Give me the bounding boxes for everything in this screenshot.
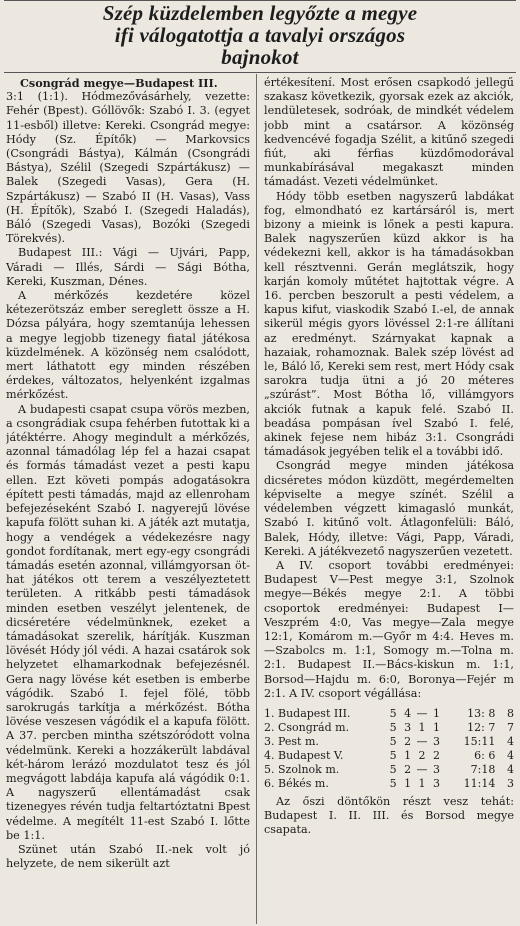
- losses: 3: [432, 762, 440, 776]
- draws: —: [416, 706, 428, 720]
- draws: 2: [418, 748, 426, 762]
- team-name: 5. Szolnok m.: [264, 762, 340, 776]
- played: 5: [389, 706, 397, 720]
- losses: 2: [432, 748, 440, 762]
- paragraph: Budapest III.: Vági — Ujvári, Papp, Váradi — Illés, Sárdi — Sági Bótha, Kereki, Kuszman, Dénes.: [6, 246, 250, 288]
- team-name: 4. Budapest V.: [264, 748, 344, 762]
- losses: 3: [432, 734, 440, 748]
- played: 5: [389, 734, 397, 748]
- losses: 1: [432, 720, 440, 734]
- paragraph: A mérkőzés kezdetére közel kétezerötszáz ember sereglett össze a H. Dózsa pályára, hogy szemtanúja lehessen a megye legjobb tizenegy fiatal játékosa küzdelmének. A közönség nem csalódott, mert láthatott egy minden részében érdekes, változatos, helyenként izgalmas mérkőzést.: [6, 289, 250, 402]
- team-name: 3. Pest m.: [264, 734, 319, 748]
- paragraph: Szünet után Szabó II.-nek volt jó helyzete, de nem sikerült azt: [6, 842, 250, 871]
- headline-line-2: ifi válogatottja a tavalyi országos: [114, 23, 406, 47]
- goals: 6: 6: [474, 748, 496, 762]
- points: 4: [507, 734, 514, 748]
- table-row: [264, 707, 514, 721]
- left-column: [6, 76, 250, 924]
- draws: 1: [418, 720, 426, 734]
- match-lead: Csongrád megye—Budapest III.: [20, 76, 218, 90]
- table-row: [264, 721, 514, 735]
- wins: 1: [404, 776, 412, 790]
- team-name: 1. Budapest III.: [264, 706, 351, 720]
- team-name: 6. Békés m.: [264, 776, 329, 790]
- wins: 2: [404, 762, 412, 776]
- goals: 12: 7: [467, 720, 496, 734]
- played: 5: [389, 720, 397, 734]
- points: 8: [507, 706, 514, 720]
- goals: 13: 8: [467, 706, 496, 720]
- losses: 1: [432, 706, 440, 720]
- table-row: [264, 763, 514, 777]
- paragraph: A budapesti csapat csupa vörös mezben, a csongrádiak csupa fehérben futottak ki a játéktérre. Ahogy megindult a mérkőzés, azonnal támadólag lép fel a hazai csapat és formás támadást vezet a pesti kapu ellen. Ezt követi pompás adogatásokra épített pesti támadás, majd az ellenroham befejezéseként Szabó I. nagyerejű lövése kapufa fölött suhan ki. A játék azt mutatja, hogy a vendégek a védekezésre nagy gondot fordítanak, mert egy-egy csongrádi támadás esetén azonnal, villámgyorsan öt-hat játékos ott terem a veszélyeztetett területen. A ritkább pesti támadások minden esetben veszélyt jelentenek, de dicséretére védelmünknek, ezeket a támadásokat szerelik, hárítják. Kuszman lövését Hódy jól védi. A hazai csatárok sok helyzetet elhamarkodnak befejezésnél. Gera nagy lövése két esetben is emberbe vágódik. Szabó I. fejel fölé, több sarokrugás tarkítja a mérkőzést. Bótha lövése veszesen vágódik el a kapufa fölött. A 37. percben mintha szétszóródott volna védelmünk. Kereki a hozzákerült labdával két-három lerázó mozdulatot tesz és jól megvágott labdája kapufa alá vágódik 0:1. A nagyszerű ellentámadást csak tizenegyes révén tudja feltartóztatni Bpest védelme. A megítélt 11-est Szabó I. lőtte be 1:1.: [6, 402, 250, 842]
- paragraph: 3:1 (1:1). Hódmezővásárhely, vezette: Fehér (Bpest). Góllövők: Szabó I. 3. (egyet 11-esből) illetve: Kereki. Csongrád megye: Hódy (Sz. Építők) — Markovsics (Csongrádi Bástya), Kálmán (Csongrádi Bástya), Szélil (Szegedi Szpártákusz) — Balek (Szegedi Vasas), Gera (H. Szpártákusz) — Szabó II (H. Vasas), Vass (H. Építők), Szabó I. (Szegedi Haladás), Báló (Szegedi Vasas), Bozóki (Szegedi Törekvés).: [6, 90, 250, 246]
- points: 7: [507, 720, 514, 734]
- headline-line-3: bajnokot: [221, 45, 299, 69]
- table-row: [264, 749, 514, 763]
- goals: 7:18: [470, 762, 496, 776]
- draws: —: [416, 734, 428, 748]
- table-row: [264, 777, 514, 791]
- wins: 2: [404, 734, 412, 748]
- paragraph: Csongrád megye minden játékosa dicséretes módon küzdött, megérdemelten képviselte a megye színét. Szélil a védelemben végzett kimagasló munkát, Szabó I. kitűnő volt. Átlagonfelüli: Báló, Balek, Hódy, illetve: Vági, Papp, Váradi, Kereki. A játékvezető nagyszerűen vezetett.: [264, 459, 514, 558]
- goals: 15:11: [463, 734, 496, 748]
- losses: 3: [432, 776, 440, 790]
- draws: —: [416, 762, 428, 776]
- paragraph: értékesítení. Most erősen csapkodó jellegű szakasz következik, gyorsak ezek az akciók, lendületesek, sodróak, de mindkét védelem jobb mint a csatársor. A közönség kedvencévé fogadja Szélit, a kitűnő szegedi fiút, aki férfias küzdőmodorával munkabírásával megakaszt minden támadást. Vezeti védelmünket.: [264, 76, 514, 189]
- standings-table: [264, 707, 514, 791]
- paragraph: Hódy több esetben nagyszerű labdákat fog, elmondható ez kartársáról is, mert bizony a mieink is lőnek a pesti kapura. Balek nagyszerűen küzd akkor is ha védekezni kell, akkor is ha támadásokban kell résztvenni. Gerán meglátszik, hogy karján komoly műtétet hajtottak végre. A 16. percben beszorult a pesti védelem, a kapus kifut, viaskodik Szabó I.-el, de annak sikerül mégis gyors lövéssel 2:1-re állítani az eredményt. Szárnyakat kapnak a hazaiak, rohamoznak. Balek szép lövést ad le, Báló lő, Kereki sem rest, mert Hódy csak sarokra tudja ütni a jó 20 méteres „szúrást”. Most Bótha lő, villámgyors akciók futnak a kapuk felé. Szabó II. beadása pompásan ível Szabó I. felé, akinek fejese nem hibáz 3:1. Csongrádi támadások jegyében telik el a további idő.: [264, 189, 514, 459]
- points: 4: [507, 748, 514, 762]
- team-name: 2. Csongrád m.: [264, 720, 350, 734]
- table-row: [264, 735, 514, 749]
- headline-rule: [4, 72, 516, 73]
- headline: [8, 2, 512, 68]
- wins: 3: [404, 720, 412, 734]
- goals: 11:14: [463, 776, 496, 790]
- right-column: [264, 76, 514, 924]
- paragraph: A IV. csoport további eredményei: Budapest V—Pest megye 3:1, Szolnok megye—Békés megye 2:1. A többi csoportok eredményei: Budapest I—Veszprém 4:0, Vas megye—Zala megye 12:1, Komárom m.—Győr m 4:4. Heves m.—Szabolcs m. 1:1, Somogy m.—Tolna m. 2:1. Budapest II.—Bács-kiskun m. 1:1, Borsod—Hajdu m. 6:0, Boronya—Fejér m 2:1. A IV. csoport végállása:: [264, 558, 514, 700]
- paragraph: Az őszi döntőkön részt vesz tehát: Budapest I. II. III. és Borsod megye csapata.: [264, 794, 514, 837]
- draws: 1: [418, 776, 426, 790]
- played: 5: [389, 748, 397, 762]
- headline-line-1: Szép küzdelemben legyőzte a megye: [102, 1, 418, 25]
- played: 5: [389, 776, 397, 790]
- wins: 1: [404, 748, 412, 762]
- played: 5: [389, 762, 397, 776]
- wins: 4: [404, 706, 412, 720]
- column-divider: [256, 74, 257, 924]
- points: 3: [507, 776, 514, 790]
- points: 4: [507, 762, 514, 776]
